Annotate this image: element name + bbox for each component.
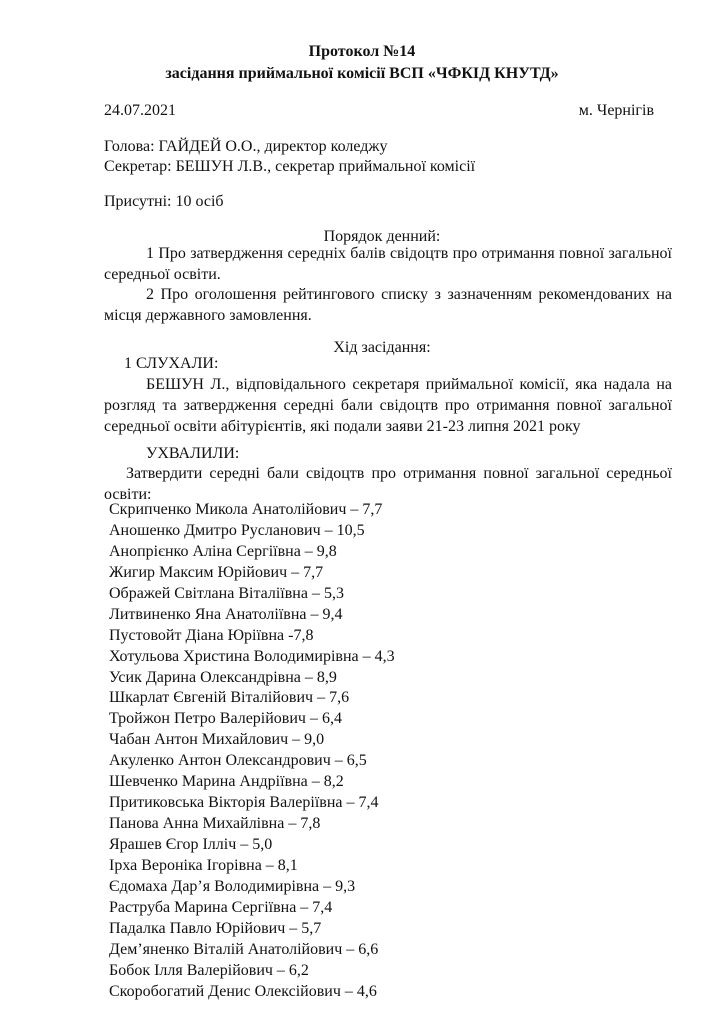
student-grade-list (109, 500, 395, 1003)
list-item: Шкарлат Євгеній Віталійович – 7,6 (109, 689, 350, 707)
list-item: Скоробогатий Денис Олексійович – 4,6 (109, 982, 377, 1000)
list-item: Притиковська Вікторія Валеріївна – 7,4 (109, 794, 379, 812)
resolved-label: УХВАЛИЛИ: (146, 445, 240, 462)
list-item: Шевченко Марина Андріївна – 8,2 (109, 773, 344, 791)
list-item: Анопрієнко Аліна Сергіївна – 9,8 (109, 542, 337, 560)
list-item: Раструба Марина Сергіївна – 7,4 (109, 898, 333, 916)
heard-text: БЕШУН Л., відповідального секретаря приймальної комісії, яка надала на розгляд та затвердження середні бали свідоцтв про отримання повної загальної середньої освіти абітурієнтів, які подали заяви 21-23 липня 2021 року (104, 376, 672, 435)
list-item: Панова Анна Михайлівна – 7,8 (109, 815, 321, 833)
list-item: Тройжон Петро Валерійович – 6,4 (109, 710, 342, 728)
resolved-text: Затвердити середні бали свідоцтв про отримання повної загальної середньої освіти: (104, 465, 672, 503)
list-item: Чабан Антон Михайлович – 9,0 (109, 731, 325, 749)
proceedings-heading: Хід засідання: (333, 339, 431, 356)
agenda-heading: Порядок денний: (323, 228, 441, 245)
list-item: Падалка Павло Юрійович – 5,7 (109, 919, 322, 937)
agenda-item-1: 1 Про затвердження середніх балів свідоцтв про отримання повної загальної середньої освіти. (104, 245, 672, 283)
list-item: Хотульова Христина Володимирівна – 4,3 (109, 647, 395, 665)
protocol-city: м. Чернігів (578, 102, 654, 119)
list-item: Ображей Світлана Віталіївна – 5,3 (109, 584, 344, 602)
list-item: Жигир Максим Юрійович – 7,7 (109, 563, 324, 581)
list-item: Дем’яненко Віталій Анатолійович – 6,6 (109, 940, 379, 958)
secretary-line: Секретар: БЕШУН Л.В., секретар приймальної комісії (104, 158, 476, 175)
list-item: Усик Дарина Олександрівна – 8,9 (109, 668, 337, 686)
list-item: Ярашев Єгор Ілліч – 5,0 (109, 836, 273, 853)
list-item: Скрипченко Микола Анатолійович – 7,7 (109, 501, 383, 518)
list-item: Бобок Ілля Валерійович – 6,2 (109, 961, 309, 979)
list-item: Аношенко Дмитро Русланович – 10,5 (109, 521, 365, 539)
heard-label: 1 СЛУХАЛИ: (124, 355, 219, 372)
document-title: Протокол №14 (308, 43, 416, 60)
list-item: Єдомаха Дар’я Володимирівна – 9,3 (109, 877, 356, 895)
list-item: Литвиненко Яна Анатоліївна – 9,4 (109, 605, 343, 623)
protocol-date: 24.07.2021 (104, 102, 176, 119)
agenda-item-2: 2 Про оголошення рейтингового списку з зазначенням рекомендованих на місця державного замовлення. (104, 286, 672, 324)
chair-line: Голова: ГАЙДЕЙ О.О., директор коледжу (104, 138, 388, 155)
list-item: Акуленко Антон Олександрович – 6,5 (109, 752, 367, 770)
document-subtitle: засідання приймальної комісії ВСП «ЧФКІД КНУТД» (165, 65, 559, 82)
list-item: Ірха Вероніка Ігорівна – 8,1 (109, 856, 298, 874)
list-item: Пустовойт Діана Юріївна -7,8 (109, 626, 314, 644)
present-line: Присутні: 10 осіб (104, 193, 224, 210)
